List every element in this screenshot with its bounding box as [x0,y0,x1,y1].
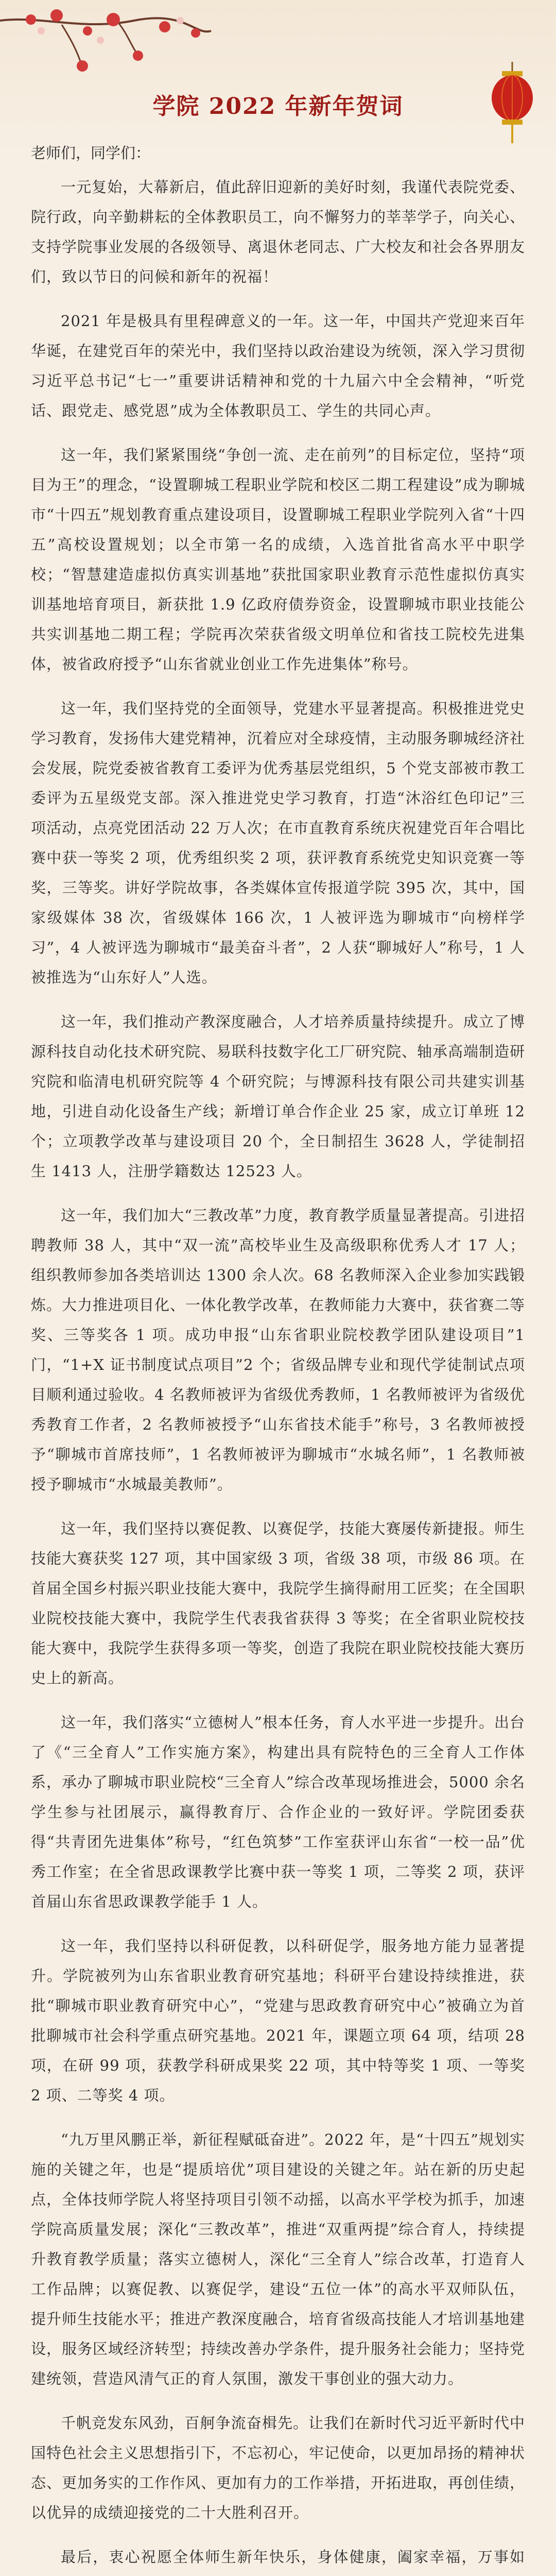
page-title: 学院 2022 年新年贺词 [152,93,404,120]
paragraph-industry-education: 这一年，我们推动产教深度融合，人才培养质量持续提升。成立了博源科技自动化技术研究院、易联科技数字化工厂研究院、轴承高端制造研究院和临清电机研究院等 4 个研究院；与博源科技有限公司共建实训基地，引进自动化设备生产线；新增订单合作企业 25 家，成立订单班 12 个；立项教学改革与建设项目 20 个，全日制招生 3628 人，学徒制招生 1413 人，注册学籍数达 12523 人。 [31,1013,526,1180]
paragraph-research: 这一年，我们坚持以科研促教，以科研促学，服务地方能力显著提升。学院被列为山东省职业教育研究基地；科研平台建设持续推进，获批“聊城市职业教育研究中心”，“党建与思政教育研究中心”被确立为首批聊城市社会科学重点研究基地。2021 年，课题立项 64 项，结项 28 项，在研 99 项，获教学科研成果奖 22 项，其中特等奖 1 项、一等奖 2 项、二等奖 4 项。 [31,1937,525,2104]
paragraph-opening: 一元复始，大幕新启，值此辞旧迎新的美好时刻，我谨代表院党委、院行政，向辛勤耕耘的全体教职员工，向不懈努力的莘莘学子，向关心、支持学院事业发展的各级领导、离退休老同志、广大校友和社会各界朋友们，致以节日的问候和新年的祝福！ [31,178,526,285]
paragraph-goals: 这一年，我们紧紧围绕“争创一流、走在前列”的目标定位，坚持“项目为王”的理念，“设置聊城工程职业学院和校区二期工程建设”成为聊城市“十四五”规划教育重点建设项目，设置聊城工程职业学院列入省“十四五”高校设置规划；以全市第一名的成绩，入选首批省高水平中职学校；“智慧建造虚拟仿真实训基地”获批国家职业教育示范性虚拟仿真实训基地培育项目，新获批 1.9 亿政府债券资金，设置聊城市职业技能公共实训基地二期工程；学院再次荣获省级文明单位和省技工院校先进集体，被省政府授予“山东省就业创业工作先进集体”称号。 [31,446,525,673]
new-year-letter [31,88,525,2576]
paragraph-wishes: 最后，衷心祝愿全体师生新年快乐，身体健康，阖家幸福，万事如 [61,2548,525,2566]
greeting: 老师们，同学们： [31,144,151,162]
paragraph-teaching-reform: 这一年，我们加大“三教改革”力度，教育教学质量显著提高。引进招聘教师 38 人，其中“双一流”高校毕业生及高级职称优秀人才 17 人；组织教师参加各类培训达 1300 余人次。68 名教师深入企业参加实践锻炼。大力推进项目化、一体化教学改革，在教师能力大赛中，获省赛二等奖、三等奖各 1 项。成功申报“山东省职业院校教学团队建设项目”1 门，“1+X 证书制度试点项目”2 个；省级品牌专业和现代学徒制试点项目顺利通过验收。4 名教师被评为省级优秀教师，1 名教师被评为省级优秀教育工作者，2 名教师被授予“山东省技术能手”称号，3 名教师被授予“聊城市首席技师”，1 名教师被评为聊城市“水城名师”，1 名教师被授予聊城市“水城最美教师”。 [31,1207,526,1493]
paragraph-closing: 千帆竞发东风劲，百舸争流奋楫先。让我们在新时代习近平新时代中国特色社会主义思想指引下，不忘初心，牢记使命，以更加昂扬的精神状态、更加务实的工作作风、更加有力的工作举措，开拓进取，再创佳绩，以优异的成绩迎接党的二十大胜利召开。 [31,2414,526,2521]
paragraph-moral-education: 这一年，我们落实“立德树人”根本任务，育人水平进一步提升。出台了《“三全育人”工作实施方案》，构建出具有院特色的三全育人工作体系，承办了聊城市职业院校“三全育人”综合改革现场推进会，5000 余名学生参与社团展示，赢得教育厅、合作企业的一致好评。学院团委获得“共青团先进集体”称号，“红色筑梦”工作室获评山东省“一校一品”优秀工作室；在全省思政课教学比赛中获一等奖 1 项，二等奖 2 项，获评首届山东省思政课教学能手 1 人。 [31,1714,525,1910]
paragraph-party-building: 这一年，我们坚持党的全面领导，党建水平显著提高。积极推进党史学习教育，发扬伟大建党精神，沉着应对全球疫情，主动服务聊城经济社会发展，院党委被省教育工委评为优秀基层党组织，5 个党支部被市教工委评为五星级党支部。深入推进党史学习教育，打造“沐浴红色印记”三项活动，点亮党团活动 22 万人次；在市直教育系统庆祝建党百年合唱比赛中获一等奖 2 项，优秀组织奖 2 项，获评教育系统党史知识竞赛一等奖，三等奖。讲好学院故事，各类媒体宣传报道学院 395 次，其中，国家级媒体 38 次，省级媒体 166 次，1 人被评选为聊城市“向榜样学习”，4 人被评选为聊城市“最美奋斗者”，2 人获“聊城好人”称号，1 人被推选为“山东好人”人选。 [31,700,526,986]
plum-blossom-branch-icon [0,0,216,93]
paragraph-milestone: 2021 年是极具有里程碑意义的一年。这一年，中国共产党迎来百年华诞，在建党百年的荣光中，我们坚持以政治建设为统领，深入学习贯彻习近平总书记“七一”重要讲话精神和党的十九届六中全会精神，“听党话、跟党走、感党恩”成为全体教职员工、学生的共同心声。 [31,312,526,419]
paragraph-skills-competition: 这一年，我们坚持以赛促教、以赛促学，技能大赛屡传新捷报。师生技能大赛获奖 127 项，其中国家级 3 项，省级 38 项，市级 86 项。在首届全国乡村振兴职业技能大赛中，我院学生摘得耐用工匠奖；在全国职业院校技能大赛中，我院学生代表我省获得 3 等奖；在全省职业院校技能大赛中，我院学生获得多项一等奖，创造了我院在职业院校技能大赛历史上的新高。 [31,1520,526,1687]
paragraph-2022-plan: “九万里风鹏正举，新征程赋砥奋进”。2022 年，是“十四五”规划实施的关键之年，也是“提质培优”项目建设的关键之年。站在新的历史起点，全体技师学院人将坚持项目引领不动摇，以高水平学校为抓手，加速学院高质量发展；深化“三教改革”，推进“双重两提”综合育人，持续提升教育教学质量；落实立德树人，深化“三全育人”综合改革，打造育人工作品牌；以赛促教、以赛促学，建设“五位一体”的高水平双师队伍，提升师生技能水平；推进产教深度融合，培育省级高技能人才培训基地建设，服务区域经济转型；持续改善办学条件，提升服务社会能力；坚持党建统领，营造风清气正的育人氛围，激发干事创业的强大动力。 [31,2131,526,2387]
